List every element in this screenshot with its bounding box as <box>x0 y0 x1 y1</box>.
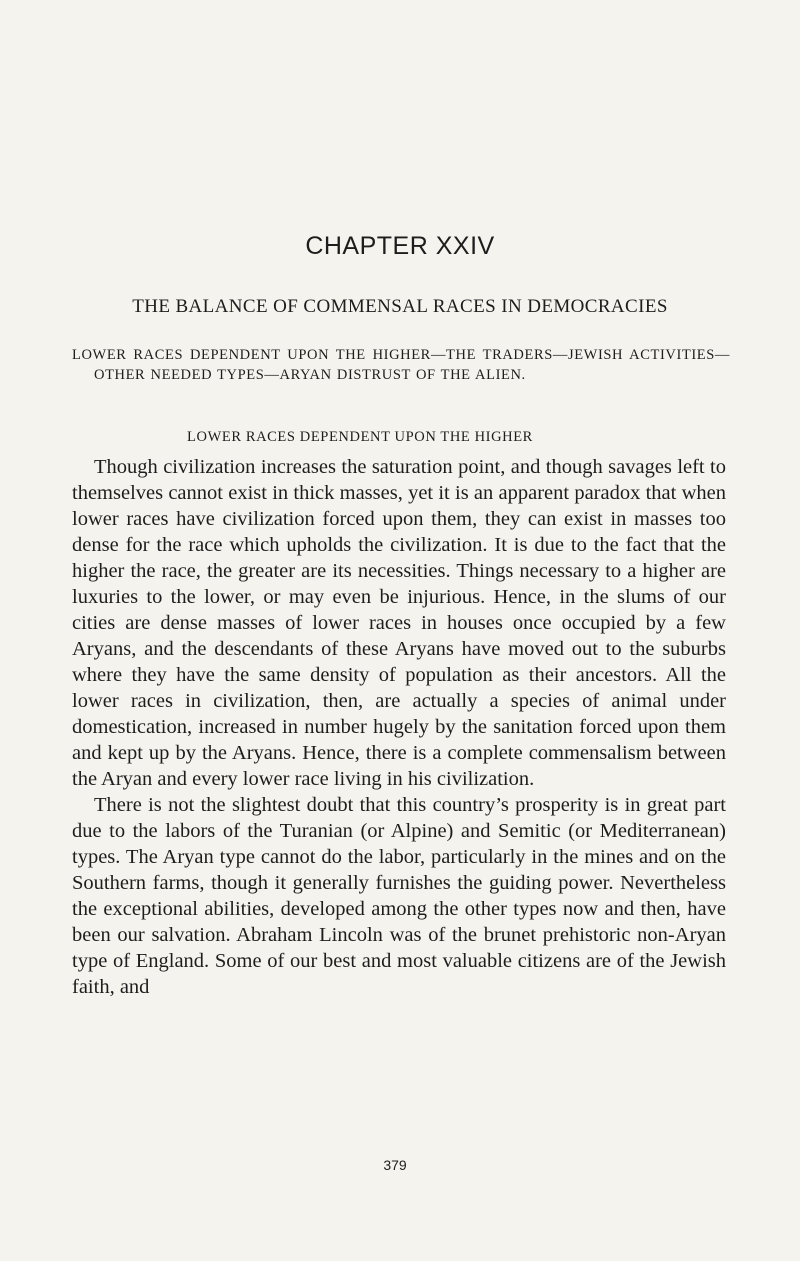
paragraph: Though civilization increases the saturation point, and though savages left to themselves cannot exist in thick masses, yet it is an apparent paradox that when lower races have civilization forced upon them, they can exist in masses too dense for the race which upholds the civilization. It is due to the fact that the higher the race, the greater are its necessities. Things necessary to a higher are luxuries to the lower, or may even be injurious. Hence, in the slums of our cities are dense masses of lower races in houses once occupied by a few Aryans, and the descendants of these Aryans have moved out to the suburbs where they have the same density of population as their ancestors. All the lower races in civilization, then, are actually a species of animal under domestication, increased in number hugely by the sanitation forced upon them and kept up by the Aryans. Hence, there is a complete commensalism between the Aryan and every lower race living in his civilization. <box>72 456 726 790</box>
chapter-title: THE BALANCE OF COMMENSAL RACES IN DEMOCRACIES <box>132 296 668 317</box>
chapter-number: CHAPTER XXIV <box>305 232 495 260</box>
chapter-synopsis: LOWER RACES DEPENDENT UPON THE HIGHER—THE TRADERS—JEWISH ACTIVITIES—OTHER NEEDED TYPES—ARYAN DISTRUST OF THE ALIEN. <box>72 347 730 383</box>
body-text <box>72 454 726 1000</box>
page-number: 379 <box>383 1157 407 1173</box>
paragraph: There is not the slightest doubt that this country’s prosperity is in great part due to the labors of the Turanian (or Alpine) and Semitic (or Mediterranean) types. The Aryan type cannot do the labor, particularly in the mines and on the Southern farms, though it generally furnishes the guiding power. Nevertheless the exceptional abilities, developed among the other types now and then, have been our salvation. Abraham Lincoln was of the brunet prehistoric non-Aryan type of England. Some of our best and most valuable citizens are of the Jewish faith, and <box>72 794 726 998</box>
section-heading: LOWER RACES DEPENDENT UPON THE HIGHER <box>187 429 533 445</box>
